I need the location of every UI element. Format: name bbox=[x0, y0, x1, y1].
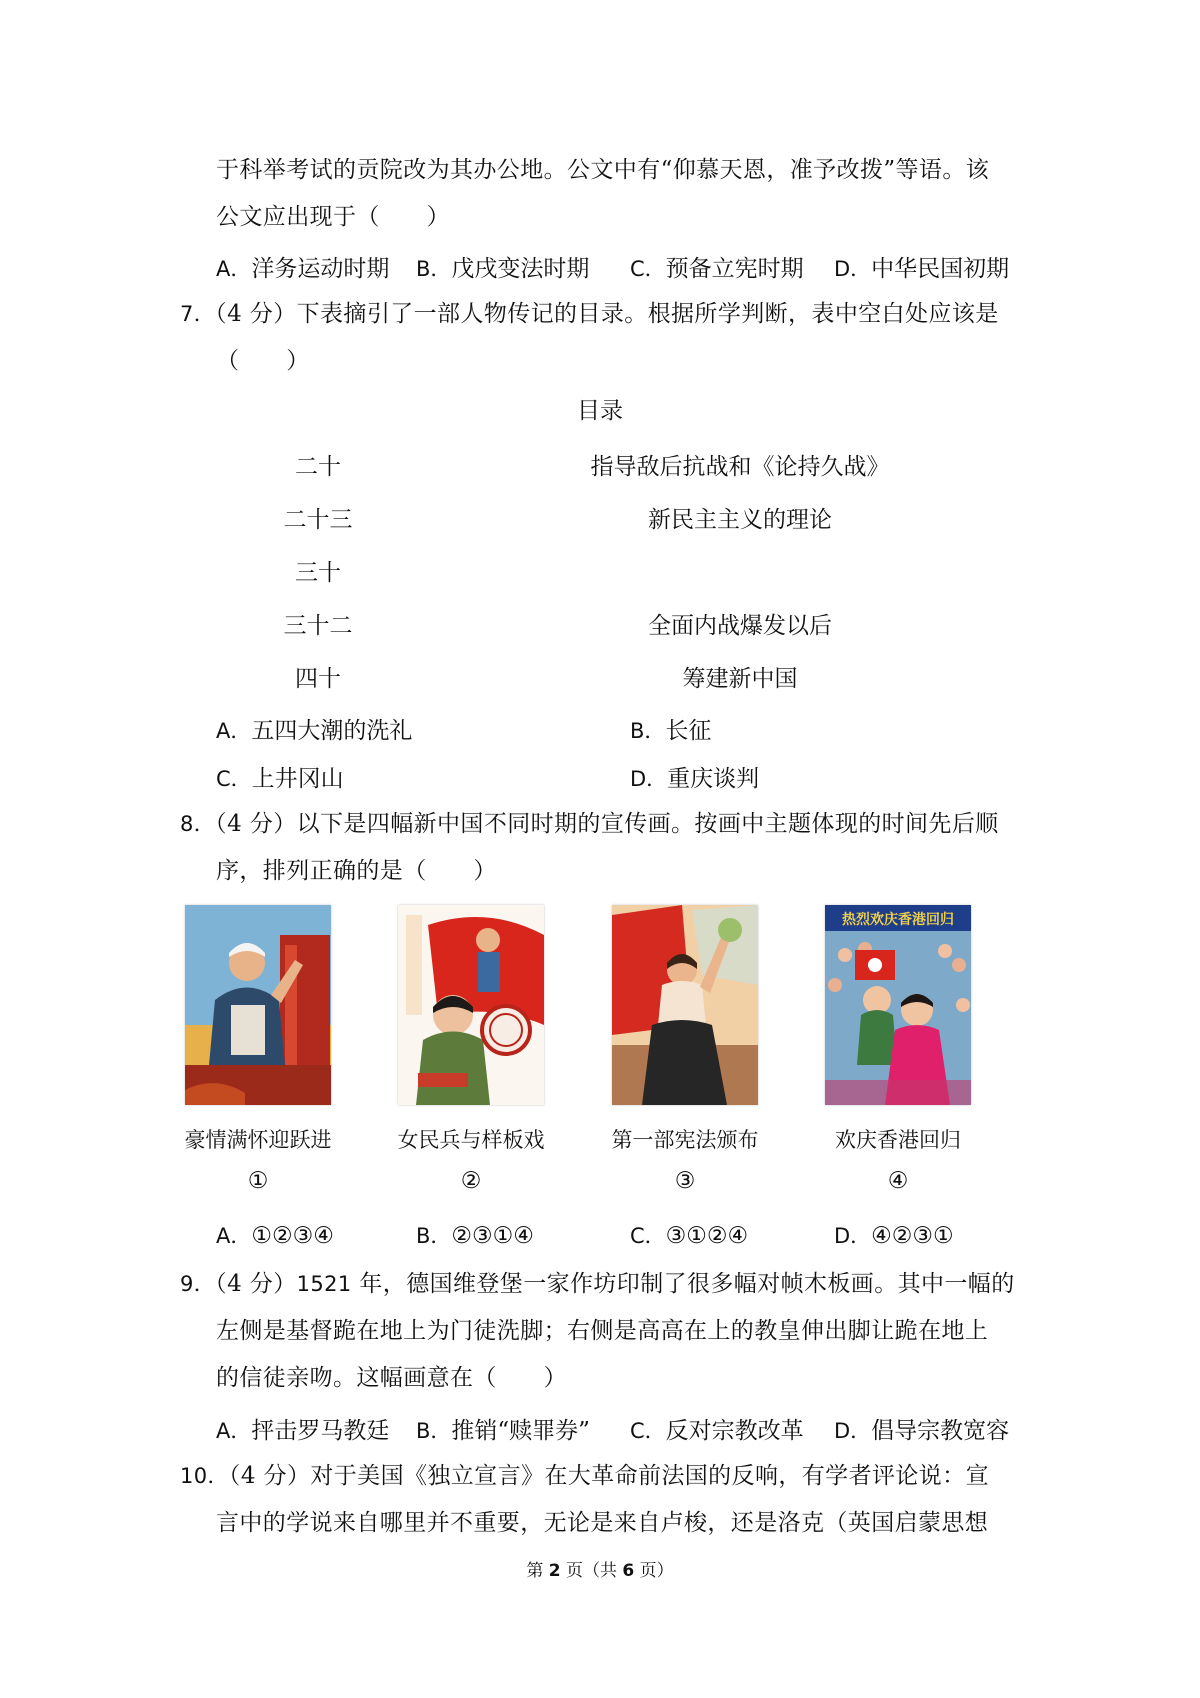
q8-option-a bbox=[216, 1220, 334, 1250]
option-label: D． bbox=[834, 1224, 872, 1248]
option-label: B． bbox=[416, 1224, 452, 1248]
option-text: 上井冈山 bbox=[251, 766, 344, 792]
option-text: 预备立宪时期 bbox=[665, 256, 804, 282]
option-label: D． bbox=[834, 257, 872, 281]
q10-text-line-2: 言中的学说来自哪里并不重要，无论是来自卢梭，还是洛克（英国启蒙思想 bbox=[216, 1510, 989, 1536]
q9-option-b bbox=[416, 1412, 590, 1445]
q8-text-line-1 bbox=[180, 808, 999, 840]
q9-text-line-2: 左侧是基督跪在地上为门徒洗脚；右侧是高高在上的教皇伸出脚让跪在地上 bbox=[216, 1318, 989, 1344]
page-footer bbox=[0, 1556, 1200, 1581]
option-text: ④②③① bbox=[871, 1223, 954, 1249]
poster-caption: 第一部宪法颁布 bbox=[611, 1128, 759, 1152]
question-number: 10． bbox=[180, 1464, 229, 1488]
q9-option-c bbox=[630, 1412, 804, 1445]
q7-option-b bbox=[630, 712, 711, 745]
q9-option-d bbox=[834, 1412, 1009, 1445]
option-label: C． bbox=[216, 767, 252, 791]
option-label: D． bbox=[630, 767, 668, 791]
option-text: ②③①④ bbox=[451, 1223, 534, 1249]
poster-caption: 欢庆香港回归 bbox=[835, 1128, 961, 1152]
poster-headline: 热烈欢庆香港回归 bbox=[842, 912, 954, 928]
question-number: 8． bbox=[180, 812, 216, 836]
poster-number: ④ bbox=[887, 1168, 909, 1194]
q6-option-b bbox=[416, 250, 589, 283]
q6-text-line-1: 于科举考试的贡院改为其办公地。公文中有“仰慕天恩，准予改拨”等语。该 bbox=[216, 157, 990, 183]
toc-number: 二十三 bbox=[283, 507, 353, 533]
toc-row bbox=[0, 660, 1200, 694]
poster-caption: 豪情满怀迎跃进 bbox=[184, 1128, 332, 1152]
toc-chapter: 筹建新中国 bbox=[682, 666, 798, 692]
option-label: B． bbox=[416, 1419, 452, 1443]
option-text: 洋务运动时期 bbox=[251, 256, 390, 282]
option-text: 抨击罗马教廷 bbox=[251, 1418, 390, 1444]
poster-hongkong-return-image bbox=[825, 905, 971, 1105]
q7-option-c bbox=[216, 760, 344, 793]
poster-militia-woman-image bbox=[398, 905, 544, 1105]
option-text: 反对宗教改革 bbox=[665, 1418, 804, 1444]
q8-option-c bbox=[630, 1220, 748, 1250]
poster-number: ② bbox=[460, 1168, 482, 1194]
question-score: （4 分） bbox=[215, 1271, 297, 1297]
toc-row bbox=[0, 501, 1200, 535]
footer-prefix: 第 bbox=[526, 1561, 549, 1581]
option-label: A． bbox=[216, 719, 252, 743]
question-stem: 以下是四幅新中国不同时期的宣传画。按画中主题体现的时间先后顺 bbox=[296, 811, 999, 837]
option-text: ①②③④ bbox=[251, 1223, 334, 1249]
q6-option-c bbox=[630, 250, 804, 283]
poster-caption: 女民兵与样板戏 bbox=[397, 1128, 545, 1152]
toc-number: 四十 bbox=[295, 666, 341, 692]
question-score: （4 分） bbox=[228, 1463, 311, 1489]
q7-option-d bbox=[630, 760, 759, 793]
toc-chapter: 全面内战爆发以后 bbox=[648, 613, 832, 639]
option-label: A． bbox=[216, 1419, 252, 1443]
q9-text-line-3: 的信徒亲吻。这幅画意在（ ） bbox=[216, 1365, 567, 1391]
footer-suffix: 页） bbox=[634, 1561, 674, 1581]
toc-chapter: 指导敌后抗战和《论持久战》 bbox=[590, 454, 890, 480]
option-text: ③①②④ bbox=[665, 1223, 749, 1249]
toc-number: 三十二 bbox=[283, 613, 353, 639]
question-score: （4 分） bbox=[215, 301, 297, 327]
question-stem: 对于美国《独立宣言》在大革命前法国的反响，有学者评论说：宣 bbox=[310, 1463, 989, 1489]
option-label: A． bbox=[216, 257, 252, 281]
q6-text-line-2: 公文应出现于（ ） bbox=[216, 204, 450, 230]
question-number: 7． bbox=[180, 302, 216, 326]
option-text: 中华民国初期 bbox=[871, 256, 1010, 282]
option-label: B． bbox=[630, 719, 666, 743]
toc-row bbox=[0, 607, 1200, 641]
option-text: 戊戌变法时期 bbox=[451, 256, 590, 282]
toc-chapter: 新民主主义的理论 bbox=[648, 507, 832, 533]
footer-page-number: 2 bbox=[548, 1561, 561, 1581]
option-label: B． bbox=[416, 257, 452, 281]
toc-number: 二十 bbox=[295, 454, 341, 480]
question-number: 9． bbox=[180, 1272, 216, 1296]
q10-text-line-1 bbox=[180, 1460, 989, 1492]
option-text: 倡导宗教宽容 bbox=[871, 1418, 1010, 1444]
footer-middle: 页（共 bbox=[560, 1561, 623, 1581]
option-label: A． bbox=[216, 1224, 252, 1248]
option-label: C． bbox=[630, 1224, 666, 1248]
q6-option-a bbox=[216, 250, 389, 283]
q8-text-line-2: 序，排列正确的是（ ） bbox=[216, 858, 497, 884]
poster-number: ① bbox=[247, 1168, 269, 1194]
option-label: D． bbox=[834, 1419, 872, 1443]
option-text: 推销“赎罪券” bbox=[451, 1418, 590, 1444]
question-stem: 年，德国维登堡一家作坊印制了很多幅对帧木板画。其中一幅的 bbox=[359, 1271, 1015, 1297]
toc-row bbox=[0, 554, 1200, 588]
poster-constitution-image bbox=[612, 905, 758, 1105]
option-text: 长征 bbox=[665, 718, 712, 744]
option-label: C． bbox=[630, 257, 666, 281]
question-year: 1521 bbox=[296, 1272, 352, 1296]
question-stem: 下表摘引了一部人物传记的目录。根据所学判断，表中空白处应该是 bbox=[296, 301, 999, 327]
option-text: 重庆谈判 bbox=[667, 766, 760, 792]
q7-text-line-1 bbox=[180, 298, 999, 330]
option-label: C． bbox=[630, 1419, 666, 1443]
q7-text-line-2: （ ） bbox=[216, 348, 310, 374]
toc-title: 目录 bbox=[577, 398, 623, 424]
q8-option-d bbox=[834, 1220, 954, 1250]
q9-option-a bbox=[216, 1412, 389, 1445]
toc-number: 三十 bbox=[295, 560, 341, 586]
toc-row bbox=[0, 448, 1200, 482]
poster-number: ③ bbox=[674, 1168, 696, 1194]
footer-total-pages: 6 bbox=[622, 1561, 635, 1581]
poster-leap-forward-image bbox=[185, 905, 331, 1105]
q6-option-d bbox=[834, 250, 1009, 283]
option-text: 五四大潮的洗礼 bbox=[251, 718, 413, 744]
q7-option-a bbox=[216, 712, 412, 745]
q8-option-b bbox=[416, 1220, 534, 1250]
question-score: （4 分） bbox=[215, 811, 297, 837]
q9-text-line-1 bbox=[180, 1268, 1015, 1300]
